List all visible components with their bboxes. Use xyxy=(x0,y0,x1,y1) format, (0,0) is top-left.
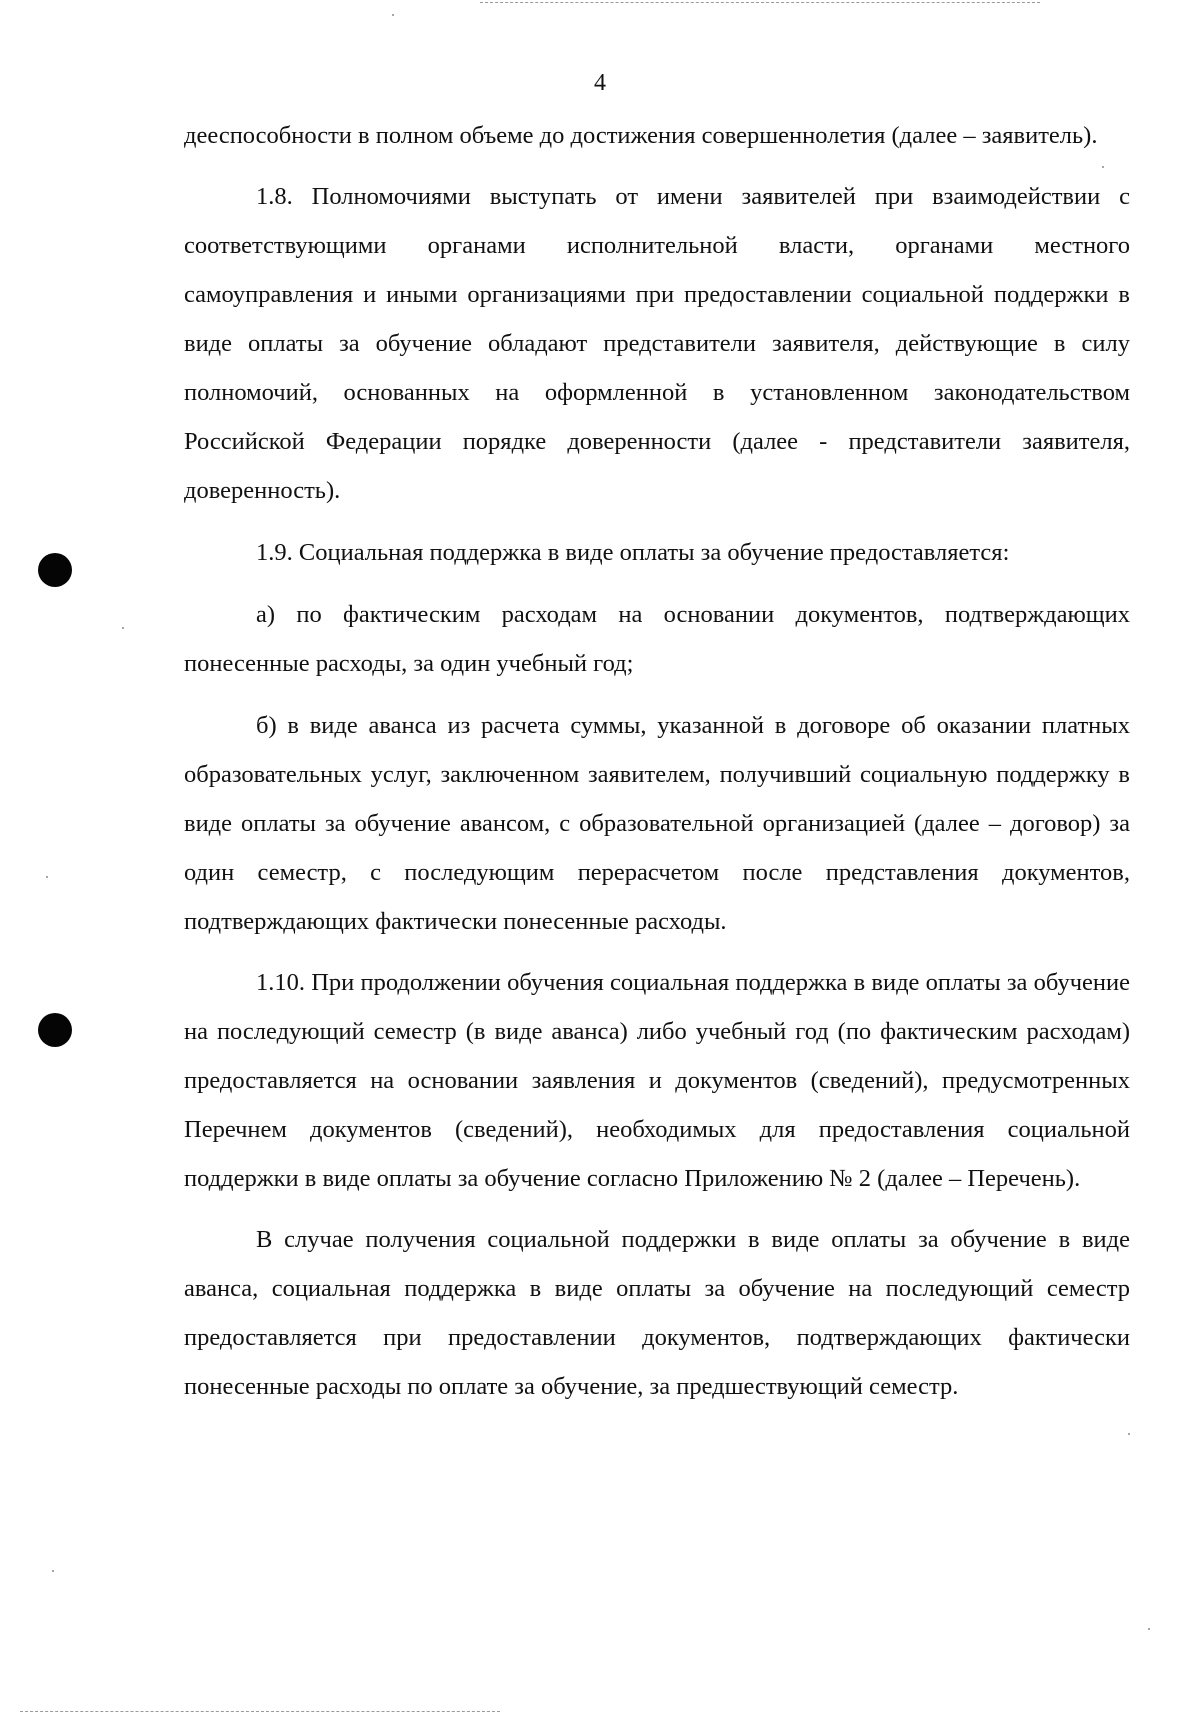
paragraph-continuation: дееспособности в полном объеме до достижения совершеннолетия (далее – заявитель). xyxy=(184,122,1098,149)
scan-speck xyxy=(122,627,124,629)
scan-speck xyxy=(46,876,48,878)
scan-edge-bottom xyxy=(20,1711,500,1712)
scan-speck xyxy=(392,14,394,16)
punch-hole-upper xyxy=(38,553,72,587)
scan-speck xyxy=(1148,1628,1150,1630)
paragraph-1-9-b: б) в виде аванса из расчета суммы, указанной в договоре об оказании платных образовательных услуг, заключенном заявителем, получивший социальную поддержку в виде оплаты за обучение авансом, с образовательной организацией (далее – договор) за один семестр, с последующим перерасчетом после представления документов, подтверждающих фактически понесенные расходы. xyxy=(184,712,1130,935)
punch-hole-lower xyxy=(38,1013,72,1047)
paragraph-1-9: 1.9. Социальная поддержка в виде оплаты за обучение предоставляется: xyxy=(256,539,1010,566)
scan-speck xyxy=(52,1570,54,1572)
paragraph-1-10: 1.10. При продолжении обучения социальная поддержка в виде оплаты за обучение на последующий семестр (в виде аванса) либо учебный год (по фактическим расходам) предоставляется на основании заявления и документов (сведений), предусмотренных Перечнем документов (сведений), необходимых для предоставления социальной поддержки в виде оплаты за обучение согласно Приложению № 2 (далее – Перечень). xyxy=(184,969,1130,1192)
page-number: 4 xyxy=(594,70,606,96)
document-body xyxy=(184,111,1130,1411)
paragraph-1-9-a: а) по фактическим расходам на основании документов, подтверждающих понесенные расходы, за один учебный год; xyxy=(184,601,1130,677)
scan-edge-top xyxy=(480,2,1040,3)
paragraph-1-10-advance: В случае получения социальной поддержки в виде оплаты за обучение в виде аванса, социальная поддержка в виде оплаты за обучение на последующий семестр предоставляется при предоставлении документов, подтверждающих фактически понесенные расходы по оплате за обучение, за предшествующий семестр. xyxy=(184,1226,1130,1400)
scan-speck xyxy=(1128,1433,1130,1435)
paragraph-1-8: 1.8. Полномочиями выступать от имени заявителей при взаимодействии с соответствующими органами исполнительной власти, органами местного самоуправления и иными организациями при предоставлении социальной поддержки в виде оплаты за обучение обладают представители заявителя, действующие в силу полномочий, основанных на оформленной в установленном законодательством Российской Федерации порядке доверенности (далее - представители заявителя, доверенность). xyxy=(184,183,1130,504)
